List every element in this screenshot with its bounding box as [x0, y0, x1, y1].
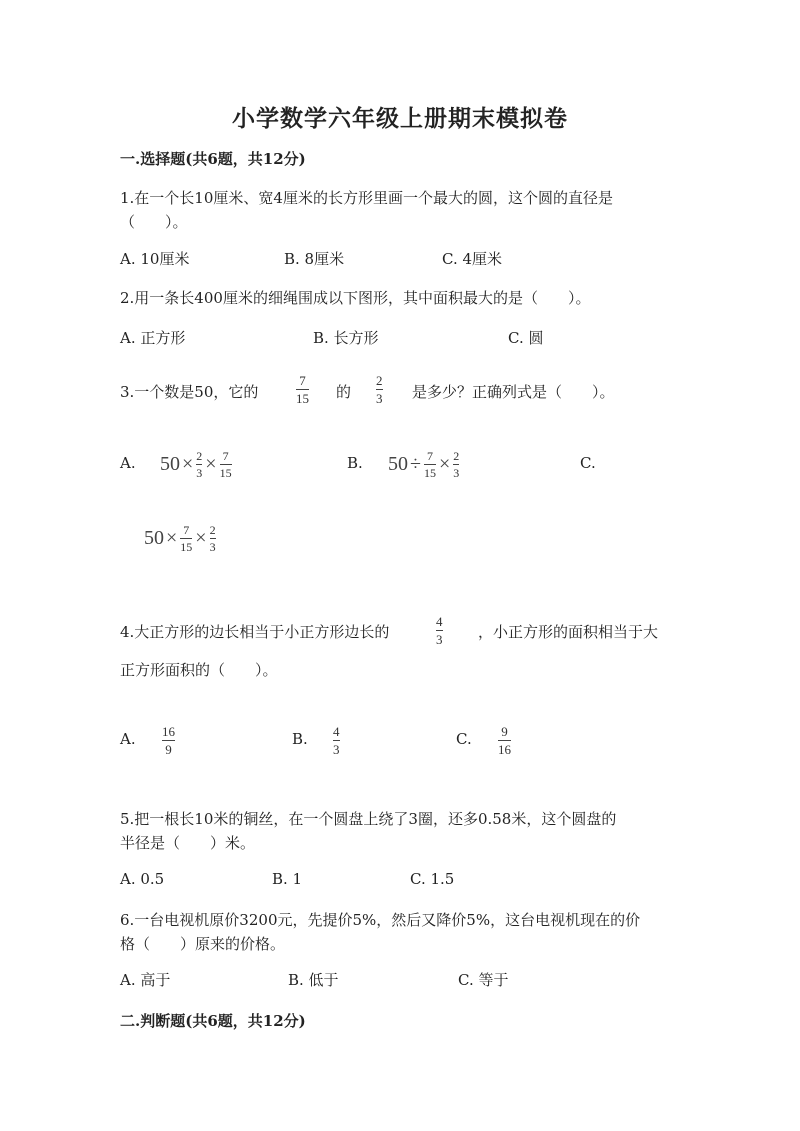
- fraction-numerator: 7: [299, 373, 306, 388]
- fraction-bar: [210, 538, 216, 539]
- expr-operator: ×: [182, 453, 194, 475]
- question-5-text-line1: 5.把一根长10米的铜丝，在一个圆盘上绕了3圈，还多0.58米，这个圆盘的: [120, 810, 617, 828]
- fraction-numerator: 4: [333, 724, 340, 739]
- question-5-text-line2: 半径是（ ）米。: [120, 834, 256, 852]
- question-2-option-b[interactable]: B. 长方形: [313, 329, 379, 347]
- fraction-denominator: 15: [296, 391, 309, 406]
- expr-number: 50: [160, 453, 180, 475]
- question-2-text: 2.用一条长400厘米的细绳围成以下图形，其中面积最大的是（ ）。: [120, 289, 591, 307]
- expr-operator: ÷: [410, 453, 421, 475]
- question-3-text-part2: 的: [336, 383, 352, 401]
- fraction-numerator: 2: [376, 373, 383, 388]
- question-3-option-b-label[interactable]: B.: [347, 454, 363, 472]
- fraction-bar: [333, 740, 340, 741]
- question-1-option-b[interactable]: B. 8厘米: [284, 250, 345, 268]
- question-4-option-a-label[interactable]: A.: [120, 730, 136, 748]
- fraction-numerator: 7: [426, 449, 433, 463]
- question-4-option-b-fraction[interactable]: [333, 725, 340, 756]
- question-1-text-line2: （ ）。: [120, 213, 188, 231]
- expr-fraction: [424, 450, 436, 479]
- question-5-option-b[interactable]: B. 1: [272, 870, 303, 888]
- fraction-bar: [436, 630, 443, 631]
- question-2-option-a[interactable]: A. 正方形: [120, 329, 186, 347]
- question-5-option-c[interactable]: C. 1.5: [410, 870, 455, 888]
- fraction-denominator: 15: [219, 466, 232, 480]
- fraction-bar: [296, 389, 309, 390]
- fraction-bar: [498, 740, 511, 741]
- expr-number: 50: [144, 527, 164, 549]
- question-3-text-part1: 3.一个数是50，它的: [120, 383, 259, 401]
- fraction-denominator: 3: [333, 742, 340, 757]
- expr-number: 50: [388, 453, 408, 475]
- fraction-denominator: 15: [180, 540, 193, 554]
- fraction-bar: [424, 464, 436, 465]
- fraction-bar: [220, 464, 232, 465]
- question-1-option-c[interactable]: C. 4厘米: [442, 250, 503, 268]
- fraction-bar: [453, 464, 459, 465]
- fraction-numerator: 9: [501, 724, 508, 739]
- question-2-option-c[interactable]: C. 圆: [508, 329, 544, 347]
- expr-fraction: [220, 450, 232, 479]
- expr-operator: ×: [205, 453, 217, 475]
- question-6-text-line1: 6.一台电视机原价3200元，先提价5%，然后又降价5%，这台电视机现在的价: [120, 911, 641, 929]
- question-3-option-c-label[interactable]: C.: [580, 454, 596, 472]
- question-4-fraction-4-3: [436, 615, 443, 646]
- section-heading-judgement: 二.判断题(共6题，共12分): [120, 1012, 306, 1030]
- fraction-numerator: 2: [209, 523, 216, 537]
- question-4-text-part1: 4.大正方形的边长相当于小正方形边长的: [120, 623, 390, 641]
- fraction-denominator: 9: [165, 742, 172, 757]
- question-6-option-b[interactable]: B. 低于: [288, 971, 339, 989]
- expr-operator: ×: [166, 527, 178, 549]
- question-1-option-a[interactable]: A. 10厘米: [120, 250, 190, 268]
- question-3-option-a-label[interactable]: A.: [120, 454, 136, 472]
- fraction-numerator: 7: [183, 523, 190, 537]
- fraction-denominator: 15: [423, 466, 436, 480]
- question-6-option-c[interactable]: C. 等于: [458, 971, 509, 989]
- question-3-fraction-7-15: [296, 374, 309, 405]
- question-4-option-c-label[interactable]: C.: [456, 730, 472, 748]
- question-4-option-b-label[interactable]: B.: [292, 730, 308, 748]
- fraction-denominator: 3: [436, 632, 443, 647]
- question-3-option-a-expression[interactable]: [160, 450, 233, 479]
- question-4-text-part2: ，小正方形的面积相当于大: [478, 623, 659, 641]
- fraction-numerator: 2: [196, 449, 203, 463]
- fraction-denominator: 16: [498, 742, 511, 757]
- question-3-option-b-expression[interactable]: [388, 450, 460, 479]
- question-3-fraction-2-3: [376, 374, 383, 405]
- question-6-option-a[interactable]: A. 高于: [120, 971, 171, 989]
- question-4-option-a-fraction[interactable]: [162, 725, 175, 756]
- expr-operator: ×: [438, 453, 451, 475]
- fraction-bar: [180, 538, 192, 539]
- fraction-denominator: 3: [453, 466, 460, 480]
- expr-fraction: [210, 524, 216, 553]
- section-heading-choice: 一.选择题(共6题，共12分): [120, 150, 306, 168]
- page-title: 小学数学六年级上册期末模拟卷: [232, 105, 568, 132]
- question-4-text-line2: 正方形面积的（ ）。: [120, 661, 278, 679]
- fraction-denominator: 3: [209, 540, 216, 554]
- fraction-bar: [376, 389, 383, 390]
- question-1-text-line1: 1.在一个长10厘米、宽4厘米的长方形里画一个最大的圆，这个圆的直径是: [120, 189, 613, 207]
- question-6-text-line2: 格（ ）原来的价格。: [120, 935, 286, 953]
- question-3-text-part3: 是多少？正确列式是（ ）。: [412, 383, 615, 401]
- question-3-option-c-expression[interactable]: [144, 524, 217, 553]
- expr-fraction: [453, 450, 459, 479]
- fraction-numerator: 2: [453, 449, 460, 463]
- fraction-numerator: 16: [162, 724, 175, 739]
- question-4-option-c-fraction[interactable]: [498, 725, 511, 756]
- expr-operator: ×: [195, 527, 207, 549]
- question-5-option-a[interactable]: A. 0.5: [120, 870, 165, 888]
- expr-fraction: [180, 524, 192, 553]
- fraction-denominator: 3: [376, 391, 383, 406]
- fraction-bar: [162, 740, 175, 741]
- expr-fraction: [196, 450, 202, 479]
- fraction-denominator: 3: [196, 466, 203, 480]
- fraction-numerator: 4: [436, 614, 443, 629]
- fraction-numerator: 7: [222, 449, 229, 463]
- fraction-bar: [196, 464, 202, 465]
